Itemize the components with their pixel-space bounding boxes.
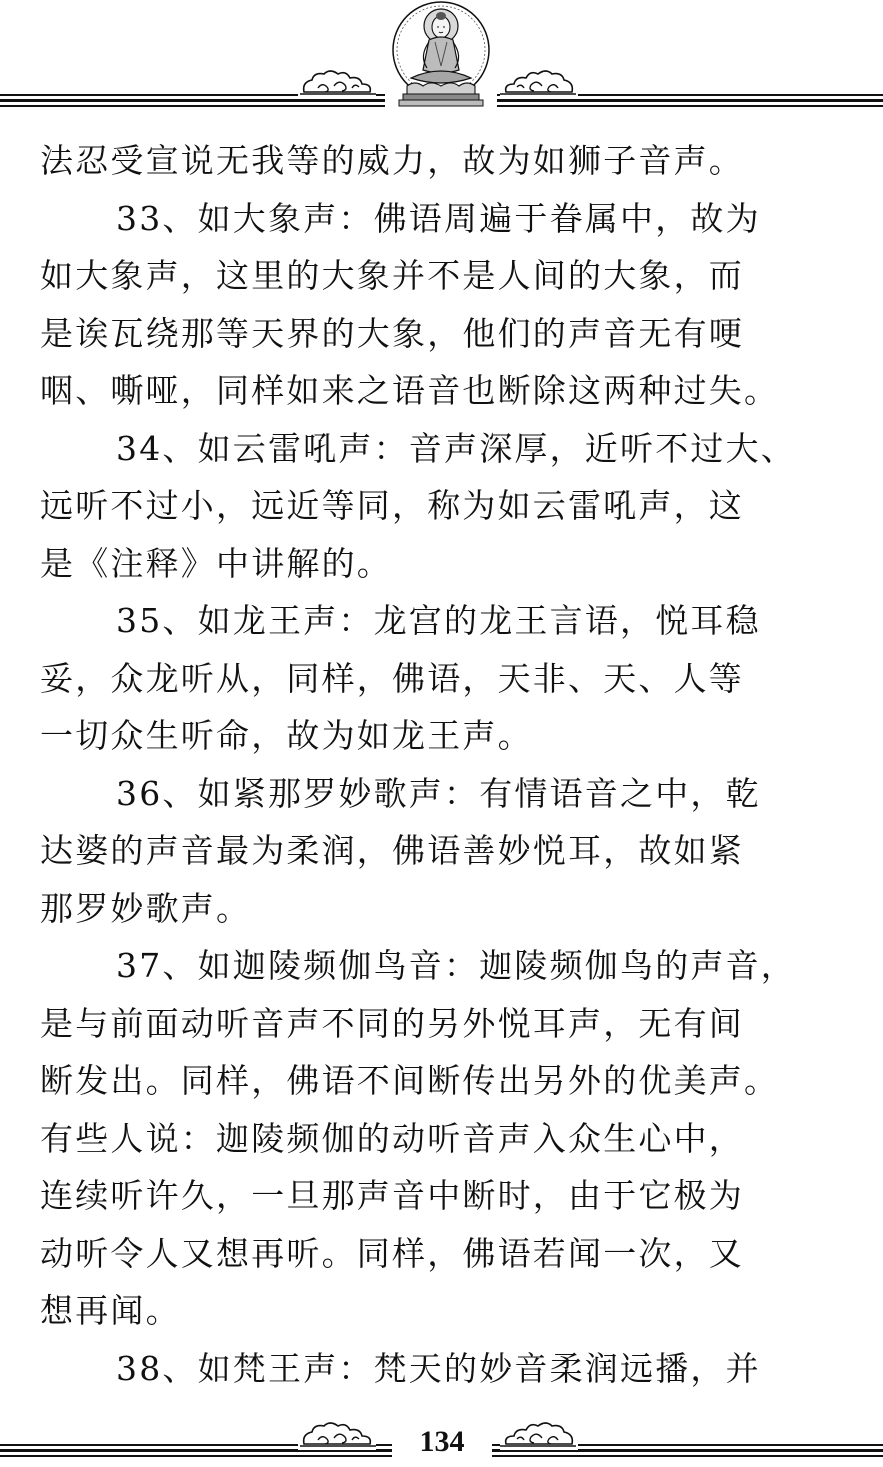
body-line: 如大象声，这里的大象并不是人间的大象，而 xyxy=(40,256,744,295)
page-footer xyxy=(0,1420,883,1467)
body-line: 37、如迦陵频伽鸟音：迦陵频伽鸟的声音， xyxy=(116,946,796,985)
cloud-ornament-icon xyxy=(500,1420,578,1450)
page-number: 134 xyxy=(392,1424,492,1460)
body-line: 36、如紧那罗妙歌声：有情语音之中，乾 xyxy=(116,773,761,813)
body-line: 有些人说：迦陵频伽的动听音声入众生心中， xyxy=(40,1118,744,1158)
body-line: 是诶瓦绕那等天界的大象，他们的声音无有哽 xyxy=(40,313,744,353)
body-line: 是《注释》中讲解的。 xyxy=(40,543,392,583)
body-line: 远听不过小，远近等同，称为如云雷吼声，这 xyxy=(40,486,744,525)
body-line: 35、如龙王声：龙宫的龙王言语，悦耳稳 xyxy=(116,601,761,640)
body-line: 38、如梵王声：梵天的妙音柔润远播，并 xyxy=(116,1348,761,1388)
page-header xyxy=(0,0,883,112)
cloud-ornament-icon xyxy=(298,1420,376,1450)
body-line: 一切众生听命，故为如龙王声。 xyxy=(40,716,533,755)
body-line: 断发出。同样，佛语不间断传出另外的优美声。 xyxy=(40,1061,780,1100)
body-line: 那罗妙歌声。 xyxy=(40,888,252,928)
buddha-figure-icon xyxy=(385,0,497,112)
cloud-ornament-icon xyxy=(500,68,578,98)
body-line: 妥，众龙听从，同样，佛语，天非、天、人等 xyxy=(40,658,744,698)
page-body xyxy=(40,132,835,1397)
body-line: 连续听许久，一旦那声音中断时，由于它极为 xyxy=(40,1176,744,1215)
body-line: 动听令人又想再听。同样，佛语若闻一次，又 xyxy=(40,1233,744,1273)
body-line: 咽、嘶哑，同样如来之语音也断除这两种过失。 xyxy=(40,371,780,410)
body-line: 法忍受宣说无我等的威力，故为如狮子音声。 xyxy=(40,141,744,180)
body-line: 达婆的声音最为柔润，佛语善妙悦耳，故如紧 xyxy=(40,831,744,870)
body-line: 想再闻。 xyxy=(40,1291,181,1330)
body-line: 是与前面动听音声不同的另外悦耳声，无有间 xyxy=(40,1003,744,1043)
cloud-ornament-icon xyxy=(298,68,376,98)
body-line: 34、如云雷吼声：音声深厚，近听不过大、 xyxy=(116,428,796,468)
body-line: 33、如大象声：佛语周遍于眷属中，故为 xyxy=(116,198,761,238)
